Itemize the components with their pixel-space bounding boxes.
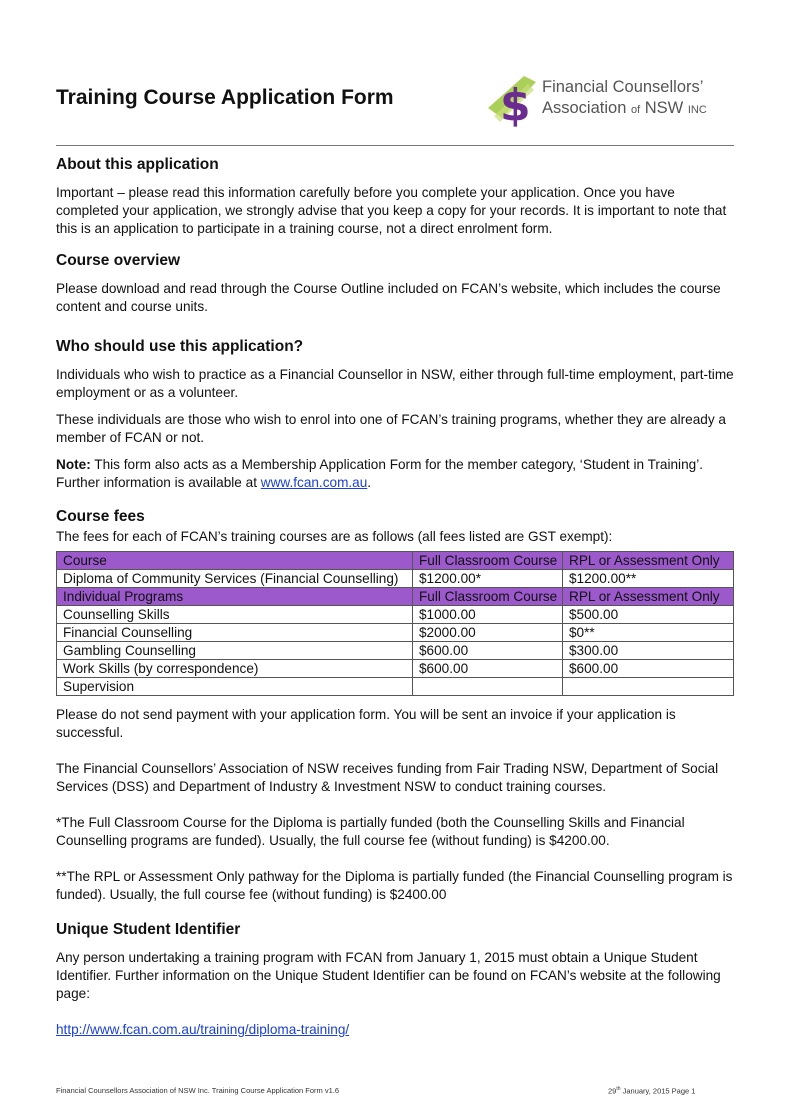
full-classroom-cell: $2000.00 [413, 624, 563, 642]
logo-word-inc: INC [687, 104, 707, 116]
page-title: Training Course Application Form [56, 86, 394, 109]
fcan-website-link[interactable]: www.fcan.com.au [260, 475, 368, 490]
rpl-cell: RPL or Assessment Only [563, 588, 734, 606]
footer-date-day: 29 [608, 1086, 617, 1096]
note-end: . [367, 475, 372, 490]
diploma-rpl-footnote: **The RPL or Assessment Only pathway for the Diploma is partially funded (the Financial Counselling program is funded). Usually, the full course fee (without funding) is $2400.00 [56, 869, 733, 902]
logo-line-2 [542, 98, 707, 121]
course-fees-table-body [57, 552, 734, 696]
table-row [57, 660, 734, 678]
logo-word-nsw: NSW [644, 99, 684, 117]
course-cell: Supervision [57, 678, 413, 696]
full-classroom-cell: $600.00 [413, 642, 563, 660]
full-classroom-cell: $1000.00 [413, 606, 563, 624]
footer-date-suffix: th [616, 1086, 621, 1092]
who-note [56, 456, 736, 492]
logo-word-association: Association [542, 99, 627, 117]
course-cell: Work Skills (by correspondence) [57, 660, 413, 678]
who-paragraph-1: Individuals who wish to practice as a Financial Counsellor in NSW, either through full-time employment, part-time employment or as a volunteer. [56, 367, 734, 400]
overview-heading: Course overview [56, 252, 181, 269]
footer-document-info: Financial Counsellors Association of NSW Inc. Training Course Application Form v1.6 [56, 1086, 340, 1095]
main-content [56, 155, 736, 1039]
diploma-classroom-footnote: *The Full Classroom Course for the Diploma is partially funded (both the Counselling Skills and Financial Counselling programs are funded). Usually, the full course fee (without funding) is $4200.00. [56, 815, 685, 848]
header-divider [56, 145, 734, 146]
payment-note: Please do not send payment with your application form. You will be sent an invoice if your application is successful. [56, 707, 676, 740]
who-heading: Who should use this application? [56, 338, 304, 355]
table-header-row [57, 588, 734, 606]
full-classroom-cell: Full Classroom Course [413, 552, 563, 570]
logo-wordmark [542, 77, 707, 121]
rpl-cell: $0** [563, 624, 734, 642]
usi-heading: Unique Student Identifier [56, 921, 241, 938]
dollar-sign-logo-icon [484, 72, 540, 128]
course-cell: Counselling Skills [57, 606, 413, 624]
about-text: Important – please read this information carefully before you complete your application. Once you have completed your application, we strongly advise that you keep a copy for your records. It is important to note that this is an application to participate in a training course, not a direct enrolment form. [56, 185, 727, 236]
rpl-cell [563, 678, 734, 696]
full-classroom-cell: $1200.00* [413, 570, 563, 588]
course-cell: Course [57, 552, 413, 570]
usi-text: Any person undertaking a training program with FCAN from January 1, 2015 must obtain a Unique Student Identifier. Further information on the Unique Student Identifier can be found on FCAN’s website at the following page: [56, 950, 721, 1001]
rpl-cell: $300.00 [563, 642, 734, 660]
course-cell: Diploma of Community Services (Financial Counselling) [57, 570, 413, 588]
logo-word-of: of [630, 104, 641, 116]
fcan-logo [484, 72, 744, 128]
course-fees-table [56, 551, 734, 696]
full-classroom-cell: $600.00 [413, 660, 563, 678]
usi-link-paragraph [56, 1021, 736, 1039]
full-classroom-cell [413, 678, 563, 696]
table-row [57, 606, 734, 624]
rpl-cell: $600.00 [563, 660, 734, 678]
about-heading: About this application [56, 156, 219, 173]
fees-intro: The fees for each of FCAN’s training courses are as follows (all fees listed are GST exempt): [56, 529, 613, 544]
diploma-training-link[interactable]: http://www.fcan.com.au/training/diploma-training/ [56, 1022, 350, 1037]
table-row [57, 678, 734, 696]
table-row [57, 624, 734, 642]
overview-text: Please download and read through the Course Outline included on FCAN’s website, which includes the course content and course units. [56, 281, 721, 314]
logo-line-1: Financial Counsellors’ [542, 78, 704, 96]
course-cell: Financial Counselling [57, 624, 413, 642]
svg-text:$: $ [500, 80, 531, 128]
rpl-cell: $500.00 [563, 606, 734, 624]
footer-date-rest: January, 2015 Page 1 [620, 1086, 696, 1096]
fees-heading: Course fees [56, 508, 145, 525]
who-paragraph-2: These individuals are those who wish to enrol into one of FCAN’s training programs, whether they are already a member of FCAN or not. [56, 412, 726, 445]
course-cell: Individual Programs [57, 588, 413, 606]
rpl-cell: RPL or Assessment Only [563, 552, 734, 570]
rpl-cell: $1200.00** [563, 570, 734, 588]
table-header-row [57, 552, 734, 570]
note-text: This form also acts as a Membership Application Form for the member category, ‘Student in Training’. Further information is available at [56, 457, 703, 490]
full-classroom-cell: Full Classroom Course [413, 588, 563, 606]
note-label: Note: [56, 457, 91, 472]
footer-date-page [608, 1086, 695, 1096]
table-row [57, 570, 734, 588]
funding-text: The Financial Counsellors’ Association of NSW receives funding from Fair Trading NSW, Department of Social Services (DSS) and Department of Industry & Investment NSW to conduct training courses. [56, 761, 719, 794]
course-cell: Gambling Counselling [57, 642, 413, 660]
table-row [57, 642, 734, 660]
